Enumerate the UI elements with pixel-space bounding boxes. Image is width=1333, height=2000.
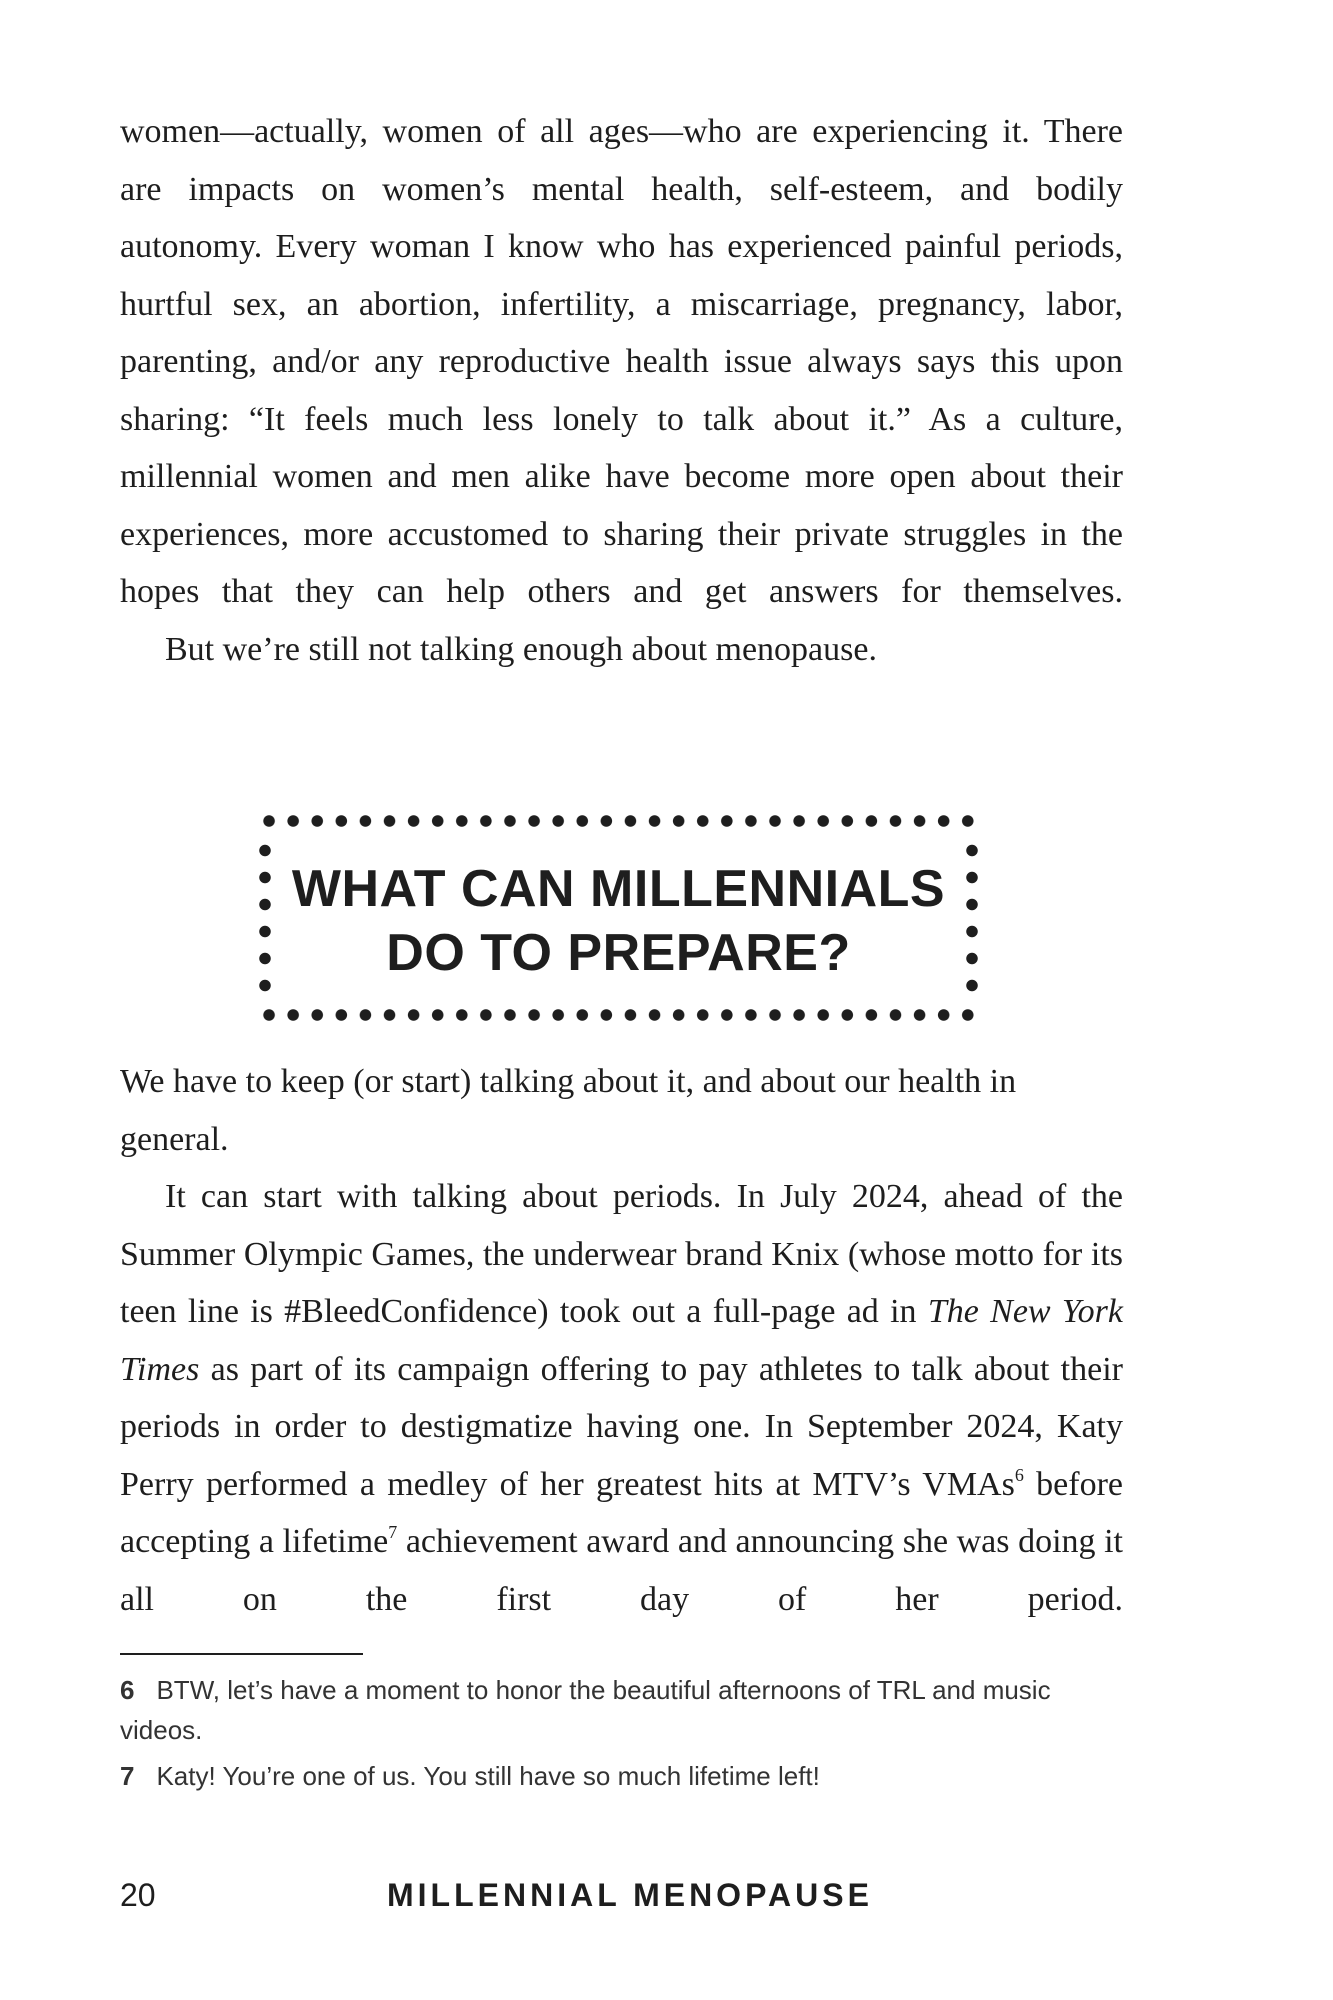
paragraph: women—actually, women of all ages—who are experiencing it. There are impacts on women’s mental health, self-esteem, and bodily autonomy. Every woman I know who has experienced painful periods, hurtful sex, an abortion, infertility, a miscarriage, pregnancy, labor, parenting, and/or any reproductive health issue always says this upon sharing: “It feels much less lonely to talk about it.” As a culture, millennial women and men alike have become more open about their experiences, more accustomed to sharing their private struggles in the hopes that they can help others and get answers for themselves. (120, 113, 1123, 610)
footnotes (120, 1670, 1120, 1802)
paragraph: We have to keep (or start) talking about it, and about our health in general. (120, 1063, 1017, 1158)
section-heading (287, 857, 950, 985)
page-number: 20 (120, 1877, 156, 1913)
running-head: MILLENNIAL MENOPAUSE (387, 1877, 873, 1913)
footnote-number: 7 (120, 1761, 135, 1791)
footnote-number: 6 (120, 1675, 135, 1705)
footnote-ref-6: 6 (1014, 1464, 1024, 1485)
paragraph-text: achievement award and announcing she was doing it all on the first day of her period. (120, 1523, 1123, 1618)
footnote-text: Katy! You’re one of us. You still have so much lifetime left! (156, 1761, 820, 1791)
footnote-text: BTW, let’s have a moment to honor the beautiful afternoons of TRL and music videos. (120, 1675, 1051, 1745)
dotted-border-left (257, 837, 273, 999)
section-heading-box (257, 813, 980, 1023)
footnote-6 (120, 1670, 1120, 1750)
dotted-border-right (964, 837, 980, 999)
paragraph: But we’re still not talking enough about menopause. (165, 630, 877, 668)
footnote-7 (120, 1756, 1120, 1796)
dotted-border-top (257, 813, 980, 829)
paragraph (120, 1168, 1123, 1628)
paragraph-text: before accepting a lifetime (120, 1465, 1123, 1560)
paragraph-text: It can start with talking about periods. In July 2024, ahead of the Summer Olympic Games, the underwear brand Knix (whose motto for its teen line is #BleedConfidence) took out a full-page ad in (120, 1178, 1123, 1330)
paragraph-text: as part of its campaign offering to pay athletes to talk about their periods in order to destigmatize having one. In September 2024, Katy Perry performed a medley of her greatest hits at MTV’s VMAs (120, 1350, 1123, 1503)
publication-title: The New York Times (120, 1293, 1123, 1388)
section-heading-line-1: WHAT CAN MILLENNIALS (291, 860, 946, 918)
footnote-ref-7: 7 (388, 1522, 398, 1542)
body-text-bottom (120, 1053, 1123, 1628)
body-text-top (120, 103, 1123, 678)
dotted-border-bottom (257, 1007, 980, 1023)
section-heading-line-2: DO TO PREPARE? (386, 924, 851, 982)
footnote-divider (120, 1653, 363, 1655)
